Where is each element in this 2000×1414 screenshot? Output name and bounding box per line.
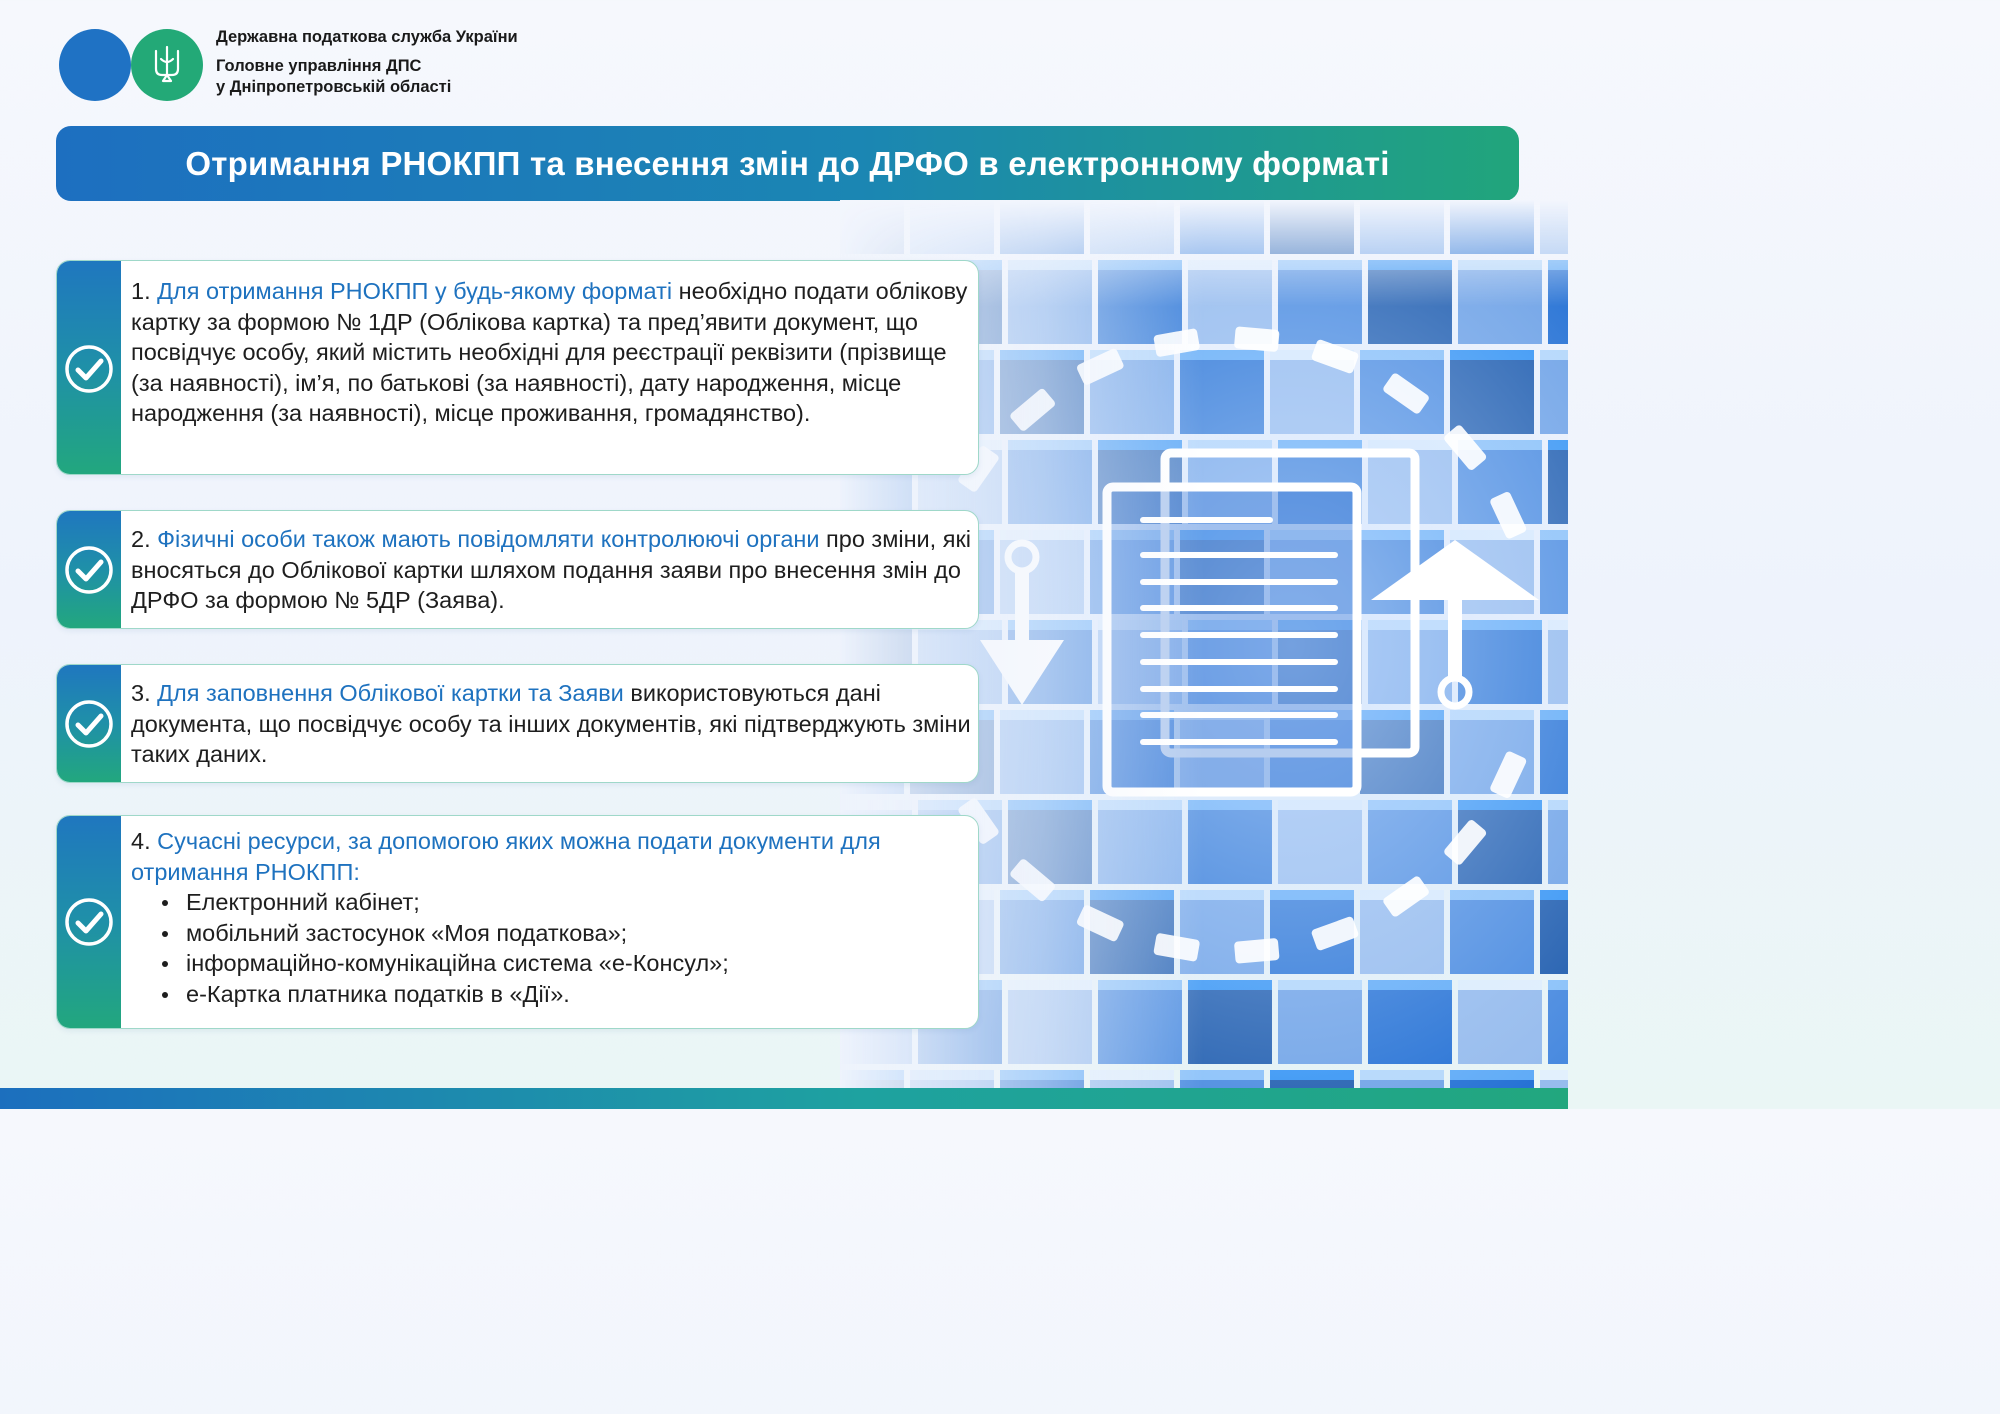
card-highlight: Для заповнення Облікової картки та Заяви bbox=[157, 680, 624, 706]
card-number: 2. bbox=[131, 526, 151, 552]
page-title: Отримання РНОКПП та внесення змін до ДРФО в електронному форматі bbox=[185, 144, 1390, 182]
trident-icon bbox=[153, 45, 181, 85]
card-body: використовуються дані документа, що посвідчує особу та інших документів, які підтверджують зміни таких даних. bbox=[131, 680, 971, 767]
check-circle-icon bbox=[63, 343, 115, 395]
card-highlight: Фізичні особи також мають повідомляти контролюючі органи bbox=[157, 526, 820, 552]
card-number: 1. bbox=[131, 278, 151, 304]
card-highlight: Сучасні ресурси, за допомогою яких можна подати документи для отримання РНОКПП: bbox=[131, 828, 881, 885]
check-circle-icon bbox=[63, 698, 115, 750]
title-banner bbox=[56, 126, 1519, 201]
organization-name bbox=[216, 27, 518, 98]
check-circle-icon bbox=[63, 896, 115, 948]
card-text bbox=[131, 524, 974, 616]
org-line-2: Головне управління ДПС bbox=[216, 57, 422, 75]
resource-list bbox=[131, 887, 974, 1009]
card-number: 3. bbox=[131, 680, 151, 706]
card-text bbox=[131, 276, 974, 429]
list-item: мобільний застосунок «Моя податкова»; bbox=[186, 918, 974, 949]
card-text bbox=[131, 678, 974, 770]
card-number: 4. bbox=[131, 828, 151, 854]
org-line-3: у Дніпропетровській області bbox=[216, 78, 452, 96]
list-item: е-Картка платника податків в «Дії». bbox=[186, 979, 974, 1010]
info-card-3 bbox=[56, 664, 979, 783]
org-line-1: Державна податкова служба України bbox=[216, 28, 518, 46]
info-card-1 bbox=[56, 260, 979, 475]
dps-logo bbox=[59, 28, 205, 102]
logo-blue-circle bbox=[59, 29, 131, 101]
card-body: необхідно подати облікову картку за формою № 1ДР (Облікова картка) та пред’явити документ, що посвідчує особу, який містить необхідні для реєстрації реквізити (прізвище (за наявності), ім’я, по батькові (за наявності), дату народження, місце народження (за наявності), місце проживання, громадянство). bbox=[131, 278, 968, 426]
check-circle-icon bbox=[63, 544, 115, 596]
list-item: інформаційно-комунікаційна система «е-Консул»; bbox=[186, 948, 974, 979]
card-highlight: Для отримання РНОКПП у будь-якому форматі bbox=[157, 278, 673, 304]
list-item: Електронний кабінет; bbox=[186, 887, 974, 918]
footer-bar bbox=[0, 1088, 1568, 1109]
card-text bbox=[131, 826, 974, 1009]
info-card-2 bbox=[56, 510, 979, 629]
card-body: про зміни, які вносяться до Облікової картки шляхом подання заяви про внесення змін до ДРФО за формою № 5ДР (Заява). bbox=[131, 526, 971, 613]
info-card-4 bbox=[56, 815, 979, 1029]
